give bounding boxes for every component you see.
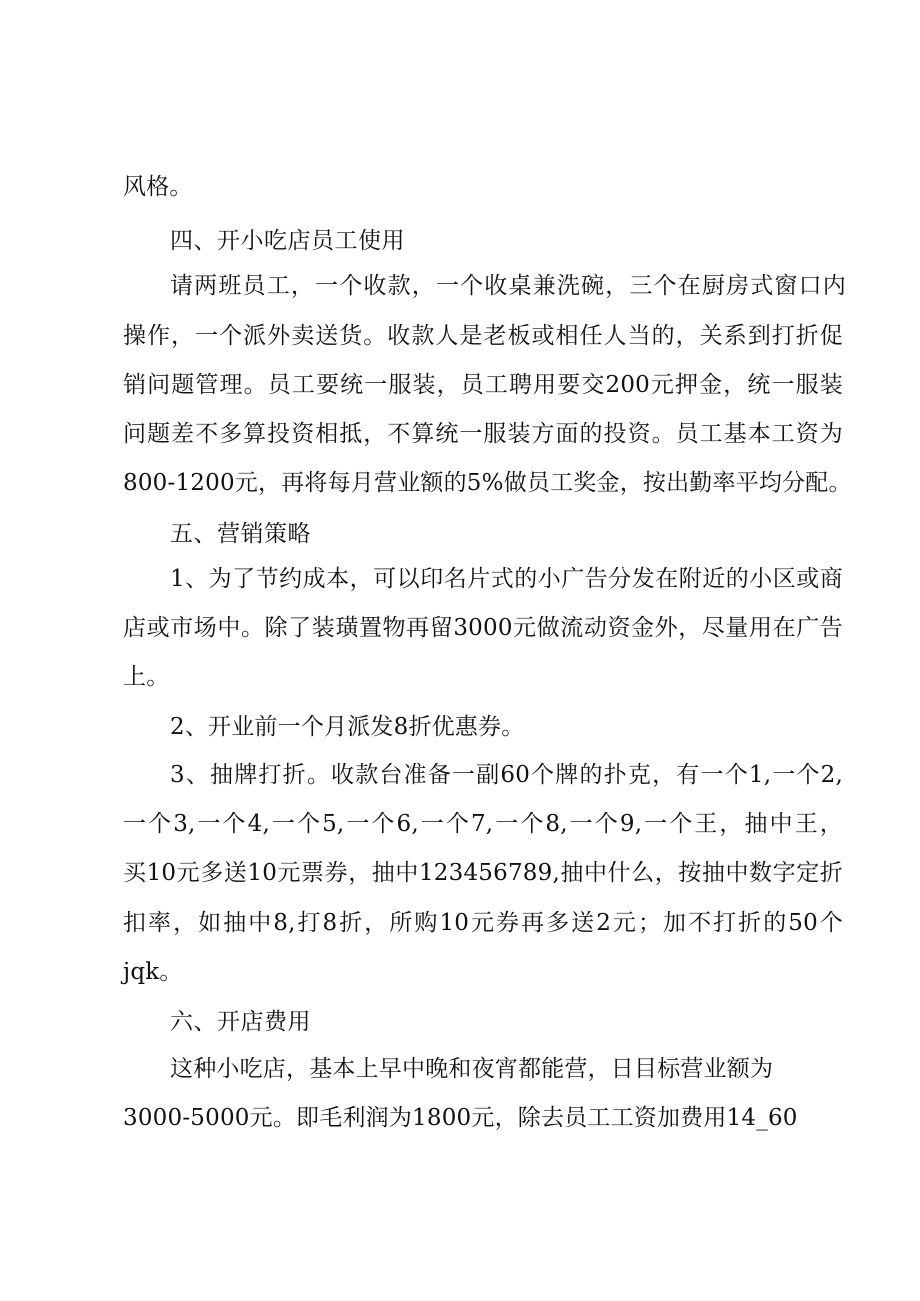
paragraph-line: 操作，一个派外卖送货。收款人是老板或相任人当的，关系到打折促 (123, 323, 843, 349)
section-heading-staff: 四、开小吃店员工使用 (170, 228, 405, 254)
paragraph-line: 上。 (123, 664, 170, 690)
paragraph-line: 买10元多送10元票券，抽中123456789,抽中什么，按抽中数字定折 (123, 860, 843, 886)
paragraph-line: 3、抽牌打折。收款台准备一副60个牌的扑克，有一个1,一个2, (170, 762, 843, 788)
paragraph-line: 一个3,一个4,一个5,一个6,一个7,一个8,一个9,一个王，抽中王， (123, 811, 843, 837)
paragraph-line: 风格。 (123, 174, 193, 200)
section-heading-costs: 六、开店费用 (170, 1009, 311, 1035)
paragraph-line: 3000-5000元。即毛利润为1800元，除去员工工资加费用14_60 (123, 1105, 798, 1131)
paragraph-line: 销问题管理。员工要统一服装，员工聘用要交200元押金，统一服装 (123, 372, 843, 398)
paragraph-line: 2、开业前一个月派发8折优惠券。 (170, 714, 525, 740)
section-heading-marketing: 五、营销策略 (170, 521, 311, 547)
paragraph-line: 1、为了节约成本，可以印名片式的小广告分发在附近的小区或商 (170, 566, 843, 592)
paragraph-line: 800-1200元，再将每月营业额的5%做员工奖金，按出勤率平均分配。 (123, 470, 852, 496)
paragraph-line: 扣率，如抽中8,打8折，所购10元券再多送2元；加不打折的50个 (123, 910, 843, 936)
paragraph-line: 店或市场中。除了装璜置物再留3000元做流动资金外，尽量用在广告 (123, 615, 843, 641)
paragraph-line: jqk。 (123, 959, 183, 985)
paragraph-line: 请两班员工，一个收款，一个收桌兼洗碗，三个在厨房式窗口内 (170, 273, 846, 299)
paragraph-line: 这种小吃店，基本上早中晚和夜宵都能营，日目标营业额为 (170, 1056, 774, 1082)
paragraph-line: 问题差不多算投资相抵，不算统一服装方面的投资。员工基本工资为 (123, 421, 843, 447)
